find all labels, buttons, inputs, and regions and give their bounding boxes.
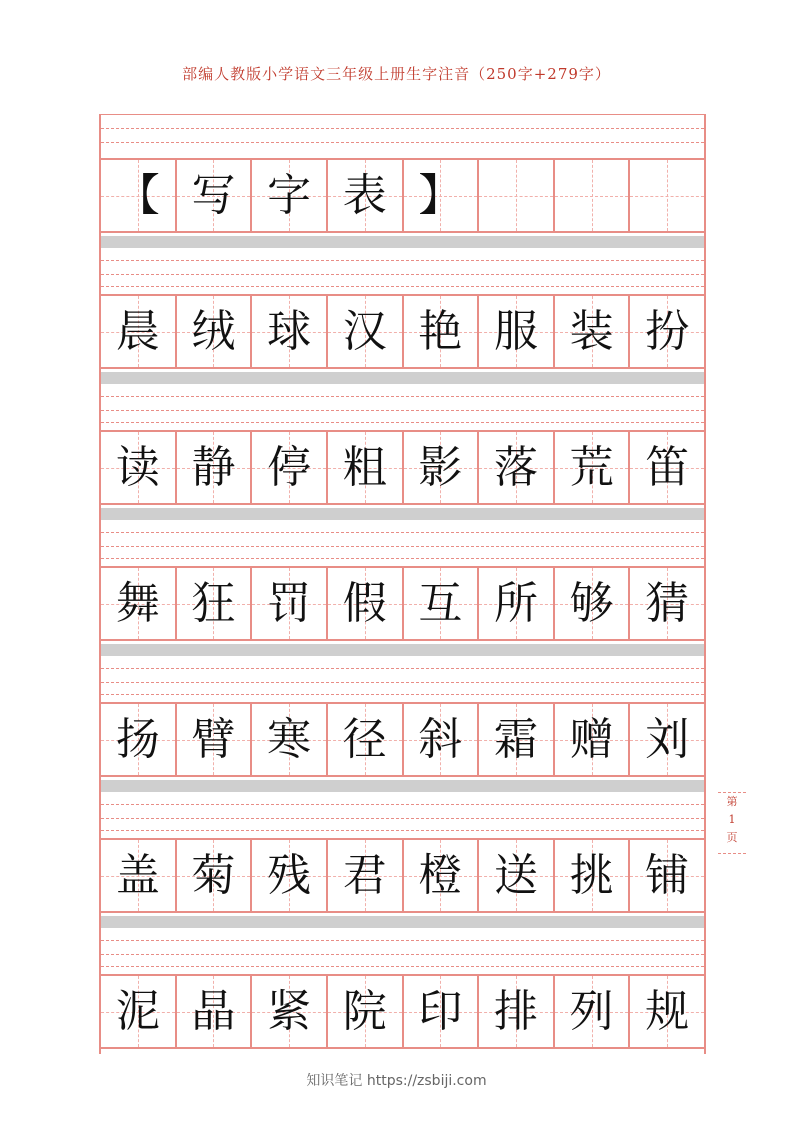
character: 晨 xyxy=(115,305,160,357)
character: 【 xyxy=(115,169,160,221)
character: 舞 xyxy=(115,577,160,629)
character-grid-row xyxy=(101,158,704,233)
character: 列 xyxy=(569,985,614,1037)
character: 汉 xyxy=(342,305,387,357)
character-cell xyxy=(328,976,404,1047)
character-cell xyxy=(252,432,328,503)
character-cell xyxy=(177,976,253,1047)
character: 罚 xyxy=(267,577,312,629)
character-cell xyxy=(328,568,404,639)
character: 服 xyxy=(493,305,538,357)
character: 停 xyxy=(267,441,312,493)
pinyin-lines xyxy=(101,386,704,430)
character: 落 xyxy=(493,441,538,493)
character: 印 xyxy=(418,985,463,1037)
pinyin-lines xyxy=(101,794,704,838)
character-cell xyxy=(630,976,704,1047)
character-cell xyxy=(101,976,177,1047)
character-cell xyxy=(252,976,328,1047)
character: 铺 xyxy=(645,849,690,901)
character: 读 xyxy=(115,441,160,493)
page-number xyxy=(718,792,746,854)
character-cell xyxy=(404,432,480,503)
character: 刘 xyxy=(645,713,690,765)
footer-source: 知识笔记 https://zsbiji.com xyxy=(306,1073,487,1089)
character-cell xyxy=(404,840,480,911)
character: 挑 xyxy=(569,849,614,901)
character-cell xyxy=(177,704,253,775)
character-cell xyxy=(101,160,177,231)
character: 送 xyxy=(493,849,538,901)
character-grid-row xyxy=(101,974,704,1049)
pinyin-lines xyxy=(101,658,704,702)
page-number-value: 1 xyxy=(728,813,736,826)
character-cell xyxy=(252,160,328,231)
character: 院 xyxy=(342,985,387,1037)
character-cell xyxy=(328,840,404,911)
character-cell xyxy=(479,160,555,231)
character: 写 xyxy=(191,169,236,221)
character: 残 xyxy=(267,849,312,901)
character: 】 xyxy=(418,169,463,221)
character: 荒 xyxy=(569,441,614,493)
character: 够 xyxy=(569,577,614,629)
character-cell xyxy=(404,568,480,639)
character-cell xyxy=(101,432,177,503)
character-cell xyxy=(101,568,177,639)
character-grid-row xyxy=(101,430,704,505)
character-cell xyxy=(555,432,631,503)
character: 径 xyxy=(342,713,387,765)
page-header-title: 部编人教版小学语文三年级上册生字注音（250字+279字） xyxy=(182,65,611,83)
character: 紧 xyxy=(267,985,312,1037)
character: 菊 xyxy=(191,849,236,901)
character: 扬 xyxy=(115,713,160,765)
character-grid-row xyxy=(101,566,704,641)
writing-grid-sheet xyxy=(99,114,706,1054)
character: 艳 xyxy=(418,305,463,357)
character: 绒 xyxy=(191,305,236,357)
character-cell xyxy=(479,976,555,1047)
character-cell xyxy=(328,160,404,231)
character: 狂 xyxy=(191,577,236,629)
character-cell xyxy=(555,296,631,367)
character-cell xyxy=(252,840,328,911)
separator-bar xyxy=(101,780,704,792)
character: 装 xyxy=(569,305,614,357)
character-cell xyxy=(555,160,631,231)
character-cell xyxy=(404,976,480,1047)
pinyin-lines xyxy=(101,250,704,294)
character: 排 xyxy=(493,985,538,1037)
character-cell xyxy=(252,704,328,775)
page-number-prefix: 第 xyxy=(726,795,738,808)
character: 寒 xyxy=(267,713,312,765)
character-cell xyxy=(630,704,704,775)
character-cell xyxy=(328,704,404,775)
character-cell xyxy=(328,432,404,503)
character: 霜 xyxy=(493,713,538,765)
character-grid-row xyxy=(101,838,704,913)
separator-bar xyxy=(101,916,704,928)
character-cell xyxy=(555,840,631,911)
separator-bar xyxy=(101,236,704,248)
character-cell xyxy=(479,432,555,503)
pinyin-lines xyxy=(101,114,704,158)
character: 互 xyxy=(418,577,463,629)
character-cell xyxy=(177,160,253,231)
character-cell xyxy=(404,160,480,231)
character-cell xyxy=(101,840,177,911)
character: 静 xyxy=(191,441,236,493)
separator-bar xyxy=(101,508,704,520)
character-cell xyxy=(252,568,328,639)
character-cell xyxy=(479,568,555,639)
character: 球 xyxy=(267,305,312,357)
character: 泥 xyxy=(115,985,160,1037)
character-cell xyxy=(630,432,704,503)
character-cell xyxy=(555,704,631,775)
character-cell xyxy=(177,432,253,503)
character: 扮 xyxy=(645,305,690,357)
separator-bar xyxy=(101,372,704,384)
character-cell xyxy=(404,296,480,367)
character: 君 xyxy=(342,849,387,901)
character-grid-row xyxy=(101,294,704,369)
character: 臂 xyxy=(191,713,236,765)
character-cell xyxy=(479,704,555,775)
character-cell xyxy=(252,296,328,367)
character-cell xyxy=(479,840,555,911)
character: 所 xyxy=(493,577,538,629)
character: 粗 xyxy=(342,441,387,493)
character: 假 xyxy=(342,577,387,629)
character-cell xyxy=(479,296,555,367)
character-cell xyxy=(630,840,704,911)
character-cell xyxy=(328,296,404,367)
character-cell xyxy=(630,568,704,639)
character: 斜 xyxy=(418,713,463,765)
character: 赠 xyxy=(569,713,614,765)
character: 猜 xyxy=(645,577,690,629)
pinyin-lines xyxy=(101,522,704,566)
character: 盖 xyxy=(115,849,160,901)
separator-bar xyxy=(101,644,704,656)
character: 影 xyxy=(418,441,463,493)
character-cell xyxy=(177,568,253,639)
character-cell xyxy=(555,568,631,639)
character-cell xyxy=(101,704,177,775)
character-cell xyxy=(177,840,253,911)
pinyin-lines xyxy=(101,930,704,974)
character: 字 xyxy=(267,169,312,221)
character-cell xyxy=(555,976,631,1047)
character: 笛 xyxy=(645,441,690,493)
character: 晶 xyxy=(191,985,236,1037)
character-cell xyxy=(630,296,704,367)
character-cell xyxy=(404,704,480,775)
character-cell xyxy=(177,296,253,367)
character-cell xyxy=(101,296,177,367)
character: 规 xyxy=(645,985,690,1037)
character: 表 xyxy=(342,169,387,221)
character: 橙 xyxy=(418,849,463,901)
character-grid-row xyxy=(101,702,704,777)
page-number-suffix: 页 xyxy=(726,831,738,844)
character-cell xyxy=(630,160,704,231)
